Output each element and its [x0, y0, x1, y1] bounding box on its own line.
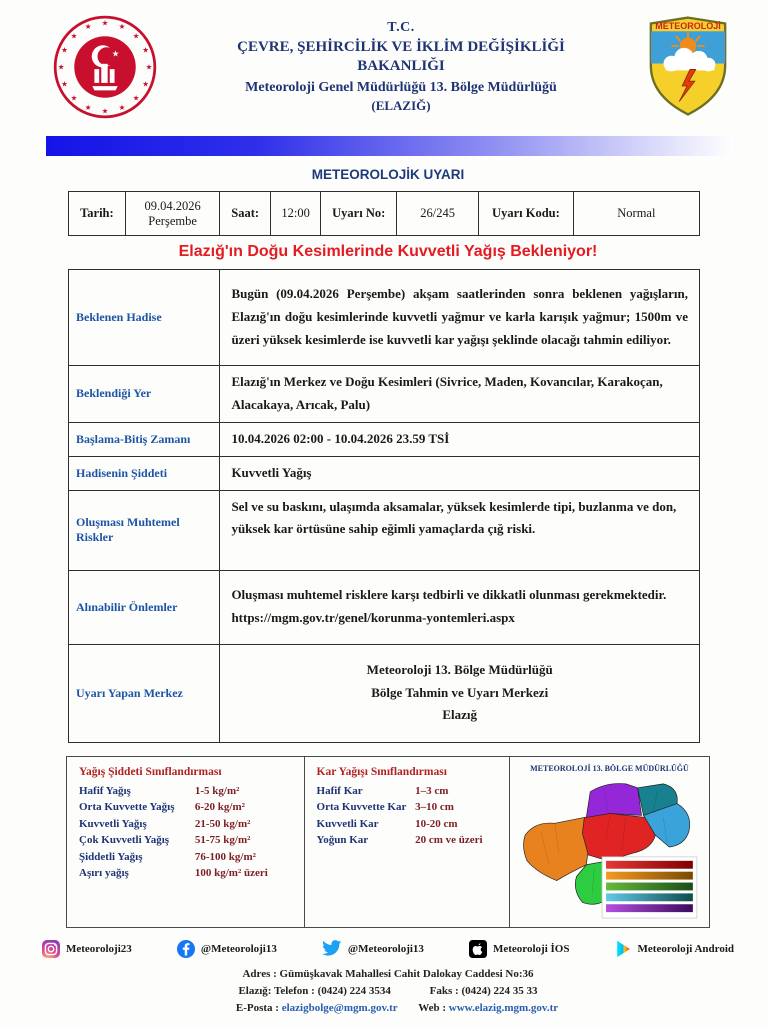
svg-text:★: ★ — [132, 31, 140, 41]
svg-text:★: ★ — [118, 103, 126, 113]
social-handle: Meteoroloji İOS — [493, 942, 570, 955]
rain-class-label: Kuvvetli Yağış — [79, 817, 147, 830]
snow-class-value: 10-20 cm — [415, 817, 458, 830]
web-link[interactable]: www.elazig.mgm.gov.tr — [448, 1001, 559, 1014]
table-row — [69, 644, 700, 742]
svg-text:★: ★ — [145, 62, 153, 72]
list-item — [79, 801, 294, 813]
svg-text:★: ★ — [61, 79, 68, 89]
time-label: Saat: — [220, 192, 270, 236]
social-handle: @Meteoroloji13 — [347, 942, 424, 955]
table-row — [69, 490, 700, 570]
rain-class-value: 1-5 kg/m² — [194, 784, 240, 797]
list-item — [317, 801, 499, 813]
email-label: E-Posta : — [235, 1001, 279, 1014]
time-value: 12:00 — [270, 192, 320, 236]
email-web-line — [38, 1000, 738, 1017]
logo-wordmark: METEOROLOJİ — [655, 20, 721, 31]
rain-class-value: 51-75 kg/m² — [194, 834, 251, 846]
social-handle: Meteoroloji23 — [66, 942, 132, 955]
apple-icon — [469, 940, 487, 958]
warning-details-table — [68, 269, 700, 743]
fax-value: Faks : (0424) 224 35 33 — [429, 984, 538, 997]
email-link[interactable]: elazigbolge@mgm.gov.tr — [281, 1001, 398, 1014]
blue-gradient-divider — [46, 136, 734, 156]
rain-class-label: Aşırı yağış — [79, 867, 129, 879]
snow-class-label: Yoğun Kar — [316, 834, 369, 846]
instagram-link[interactable] — [42, 940, 132, 958]
facebook-link[interactable] — [177, 940, 277, 958]
detail-label: Uyarı Yapan Merkez — [69, 644, 220, 742]
contact-footer — [38, 966, 738, 1017]
detail-value: Bugün (09.04.2026 Perşembe) akşam saatlerinden sonra beklenen yağışların, Elazığ'ın doğu kesimlerinde kuvvetli yağmur ve karla karışık yağmur; 1500m ve üzeri yüksek kesimlerde ise kuvvetli kar yağışı şeklinde olacağı tahmin ediliyor. — [220, 270, 700, 366]
tc-label: T.C. — [387, 20, 415, 35]
region-map-icon — [515, 774, 703, 922]
list-item — [317, 834, 499, 846]
social-handle: @Meteoroloji13 — [200, 942, 277, 955]
list-item — [79, 818, 294, 830]
snow-class-label: Hafif Kar — [316, 784, 363, 797]
rain-class-label: Şiddetli Yağış — [79, 850, 143, 863]
detail-label: Hadisenin Şiddeti — [69, 456, 220, 490]
warning-no-label: Uyarı No: — [321, 192, 397, 236]
twitter-icon — [322, 940, 342, 957]
rain-class-value: 100 kg/m² üzeri — [194, 867, 268, 879]
snow-class-label: Orta Kuvvette Kar — [316, 801, 407, 813]
svg-text:★: ★ — [132, 93, 140, 103]
rain-classification-box — [67, 757, 305, 927]
twitter-link[interactable] — [322, 940, 424, 957]
snow-class-label: Kuvvetli Kar — [316, 817, 379, 830]
rain-class-value: 6-20 kg/m² — [194, 801, 245, 813]
list-item — [317, 818, 499, 830]
detail-value: Oluşması muhtemel risklere karşı tedbirli ve dikkatli olunması gerekmektedir. — [231, 587, 667, 603]
warning-headline: Elazığ'ın Doğu Kesimlerinde Kuvvetli Yağış Bekleniyor! — [178, 243, 598, 260]
region-map-title: METEOROLOJİ 13. BÖLGE MÜDÜRLÜĞÜ — [530, 763, 689, 773]
date-label: Tarih: — [69, 192, 126, 236]
rain-class-label: Orta Kuvvette Yağış — [79, 801, 175, 813]
city-label: (ELAZIĞ) — [371, 98, 431, 113]
table-row — [69, 192, 700, 236]
issuing-center-line: Bölge Tahmin ve Uyarı Merkezi — [371, 684, 549, 700]
table-row — [69, 366, 700, 423]
detail-label: Beklendiği Yer — [69, 366, 220, 423]
snow-class-title: Kar Yağışı Sınıflandırması — [316, 765, 447, 778]
header-text-block — [158, 14, 644, 114]
table-row — [69, 422, 700, 456]
detail-label: Başlama-Bitiş Zamanı — [69, 422, 220, 456]
svg-text:★: ★ — [57, 62, 65, 72]
detail-label: Oluşması Muhtemel Riskler — [69, 490, 220, 570]
instagram-icon — [42, 940, 60, 958]
rain-class-label: Çok Kuvvetli Yağış — [79, 834, 170, 846]
directorate-name: Meteoroloji Genel Müdürlüğü 13. Bölge Müdürlüğü — [245, 80, 557, 95]
detail-value: Kuvvetli Yağış — [220, 456, 700, 490]
svg-text:★: ★ — [118, 22, 126, 32]
warning-code-label: Uyarı Kodu: — [479, 192, 574, 236]
ministry-seal-icon — [52, 14, 158, 120]
detail-value: Elazığ'ın Merkez ve Doğu Kesimleri (Sivrice, Maden, Kovancılar, Karakoçan, Alacakaya, Arıcak, Palu) — [220, 366, 700, 423]
list-item — [79, 851, 294, 863]
list-item — [79, 785, 294, 797]
table-row — [69, 456, 700, 490]
rain-class-label: Hafif Yağış — [79, 784, 131, 797]
apple-ios-link[interactable] — [469, 940, 569, 958]
table-row — [69, 270, 700, 366]
date-value: 09.04.2026 Perşembe — [125, 192, 220, 236]
warning-no-value: 26/245 — [397, 192, 479, 236]
rain-class-value: 76-100 kg/m² — [194, 850, 256, 863]
ministry-name-line1: ÇEVRE, ŞEHİRCİLİK VE İKLİM DEĞİŞİKLİĞİ — [237, 39, 565, 55]
svg-text:★: ★ — [111, 48, 120, 59]
social-links-row — [38, 940, 738, 958]
svg-text:★: ★ — [84, 22, 92, 32]
detail-value: 10.04.2026 02:00 - 10.04.2026 23.59 TSİ — [220, 422, 700, 456]
svg-text:★: ★ — [142, 45, 149, 55]
facebook-icon — [177, 940, 195, 958]
warning-info-table — [68, 191, 700, 236]
phone-fax-line — [38, 983, 738, 1000]
report-title: METEOROLOJİK UYARI — [311, 167, 465, 182]
detail-label: Beklenen Hadise — [69, 270, 220, 366]
web-label: Web : — [418, 1001, 446, 1014]
svg-text:★: ★ — [101, 106, 109, 116]
rain-class-value: 21-50 kg/m² — [194, 817, 251, 830]
warning-code-value: Normal — [573, 192, 699, 236]
snow-classification-box — [305, 757, 510, 927]
ministry-name-line2: BAKANLIĞI — [357, 58, 445, 74]
rain-class-title: Yağış Şiddeti Sınıflandırması — [79, 765, 222, 778]
svg-text:★: ★ — [101, 18, 109, 28]
list-item — [317, 785, 499, 797]
protection-methods-link[interactable]: https://mgm.gov.tr/genel/korunma-yontemleri.aspx — [231, 610, 515, 625]
snow-class-value: 20 cm ve üzeri — [415, 834, 483, 846]
detail-label: Alınabilir Önlemler — [69, 570, 220, 644]
snow-class-value: 1–3 cm — [415, 784, 449, 797]
svg-text:★: ★ — [84, 103, 92, 113]
document-header — [38, 14, 738, 120]
svg-text:★: ★ — [70, 31, 78, 41]
region-map-panel — [510, 757, 709, 927]
meteoroloji-logo-icon — [644, 14, 732, 118]
issuing-center-line: Elazığ — [442, 707, 478, 723]
svg-text:★: ★ — [142, 79, 149, 89]
svg-text:★: ★ — [61, 45, 68, 55]
social-handle: Meteoroloji Android — [637, 942, 734, 955]
address-line: Adres : Gümüşkavak Mahallesi Cahit Dalokay Caddesi No:36 — [242, 967, 534, 980]
list-item — [79, 867, 294, 879]
snow-class-value: 3–10 cm — [415, 801, 454, 813]
issuing-center-line: Meteoroloji 13. Bölge Müdürlüğü — [366, 661, 553, 677]
list-item — [79, 834, 294, 846]
detail-value: Sel ve su baskını, ulaşımda aksamalar, yüksek kesimlerde tipi, buzlanma ve don, yüksek kar örtüsüne sahip eğimli yamaçlarda çığ riski. — [220, 490, 700, 570]
table-row — [69, 570, 700, 644]
phone-value: Elazığ: Telefon : (0424) 224 3534 — [238, 984, 391, 997]
classification-section — [66, 756, 710, 928]
svg-text:★: ★ — [70, 93, 78, 103]
google-play-link[interactable] — [615, 940, 734, 958]
googleplay-icon — [615, 940, 632, 958]
